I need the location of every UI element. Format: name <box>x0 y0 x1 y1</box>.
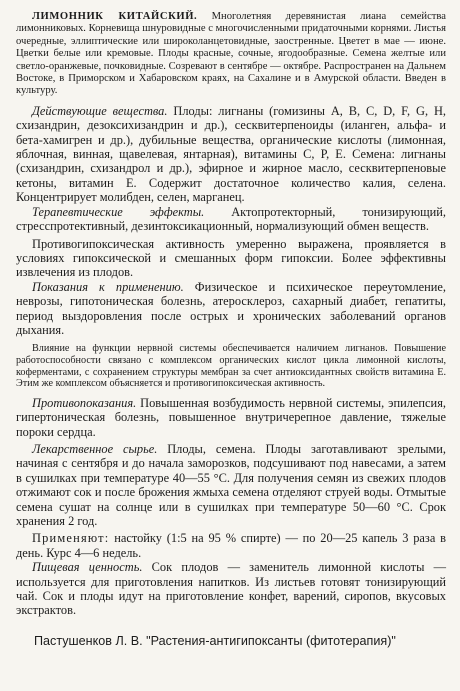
raw-material-label: Лекарственное сырье. <box>32 441 158 456</box>
raw-material-text: Плоды, семена. Плоды заготавливают зрелыми, начиная с сентября и до начала заморозков, подсушивают под навесами, а затем в сушилках при температуре 40—55 °C. Для получения семян из свежих плодов отжимают сок и после брожения жмыха семена отделяют струей воды. Отмытые семена сушат на солнце или в сушилках при температуре 50—60 °C. Срок хранения 2 год. <box>16 441 446 528</box>
antihypoxic-paragraph: Противогипоксическая активность умеренно выражена, проявляется в условиях гипоксической и смешанных форм гипоксии. Более эффективны извлечения из плодов. <box>16 236 446 280</box>
intro-paragraph <box>16 11 446 98</box>
raw-material-paragraph <box>16 442 446 528</box>
usage-text: настойку (1:5 на 95 % спирте) — по 20—25 капель 3 раза в день. Курс 4—6 недель. <box>16 531 446 560</box>
effects-label: Терапевтические эффекты. <box>32 204 205 219</box>
active-substances-text: Плоды: лигнаны (гомизины A, B, C, D, F, G, H, схизандрин, дезоксихизандрин и др.), сесквитерпеноиды (иланген, альфа- и бета-хамигрен и др.), дубильные вещества, органические кислоты (лимонная, яблочная, винная, щавелевая, янтарная), витамины C, P, E. Семена: лигнаны (схизандрин, схизандрол и др.), эфирное и жирное масло, сесквитерпеновые кетоны, витамин E. Содержит достаточное количество калия, селена. Концентрирует молибден, селен, марганец. <box>16 103 446 205</box>
indications-text: Физическое и психическое переутомление, неврозы, гипотоническая болезнь, атеросклероз, сахарный диабет, гепатиты, период выздоровления после острых и хронических заболеваний органов дыхания. <box>16 279 446 337</box>
active-substances-paragraph <box>16 104 446 205</box>
usage-label: Применяют: <box>32 531 110 546</box>
effects-text: Актопротекторный, тонизирующий, стресспротективный, дезинтоксикационный, нормализующий обмен веществ. <box>16 204 446 234</box>
active-substances-label: Действующие вещества. <box>32 103 168 118</box>
contraindications-text: Повышенная возбудимость нервной системы, эпилепсия, гипертоническая болезнь, повышенное внутричерепное давление, тяжелые пороки сердца. <box>16 395 446 439</box>
food-value-text: Сок плодов — заменитель лимонной кислоты — используется для приготовления напитков. Из листьев готовят тонизирующий чай. Сок и плоды идут на приготовление конфет, варений, сиропов, вкусовых экстрактов. <box>16 560 446 618</box>
indications-paragraph <box>16 280 446 338</box>
contraindications-paragraph <box>16 396 446 439</box>
source-citation: Пастушенков Л. В. "Растения-антигипоксанты (фитотерапия)" <box>34 633 396 648</box>
indications-label: Показания к применению. <box>32 279 184 294</box>
food-value-paragraph <box>16 560 446 618</box>
food-value-label: Пищевая ценность. <box>32 560 143 575</box>
intro-text: Многолетняя деревянистая лиана семейства лимонниковых. Корневища шнуровидные с многочисленными придаточными корнями. Листья очередные, эллиптические или широколанцетовидные, заостренные. Цветет в мае — июне. Цветки белые или кремовые. Плоды красные, сочные, ягодообразные. Семена желтые или светло-оранжевые, почковидные. Созревают в сентябре — октябре. Распространен на Дальнем Востоке, в Приморском и Хабаровском краях, на Сахалине и в Амурской области. Введен в культуру. <box>16 11 446 97</box>
effects-paragraph <box>16 205 446 234</box>
plant-title: ЛИМОННИК КИТАЙСКИЙ. <box>32 11 198 22</box>
usage-paragraph <box>16 531 446 560</box>
mechanism-note: Влияние на функции нервной системы обеспечивается наличием лигнанов. Повышение работоспособности связано с комплексом органических кислот цикла лимонной кислоты, коферментами, с сохранением структуры мембран за счет антиоксидантных свойств витамина E. Этим же комплексом объясняется и противогипоксическая активность. <box>16 343 446 390</box>
contraindications-label: Противопоказания. <box>32 395 137 410</box>
